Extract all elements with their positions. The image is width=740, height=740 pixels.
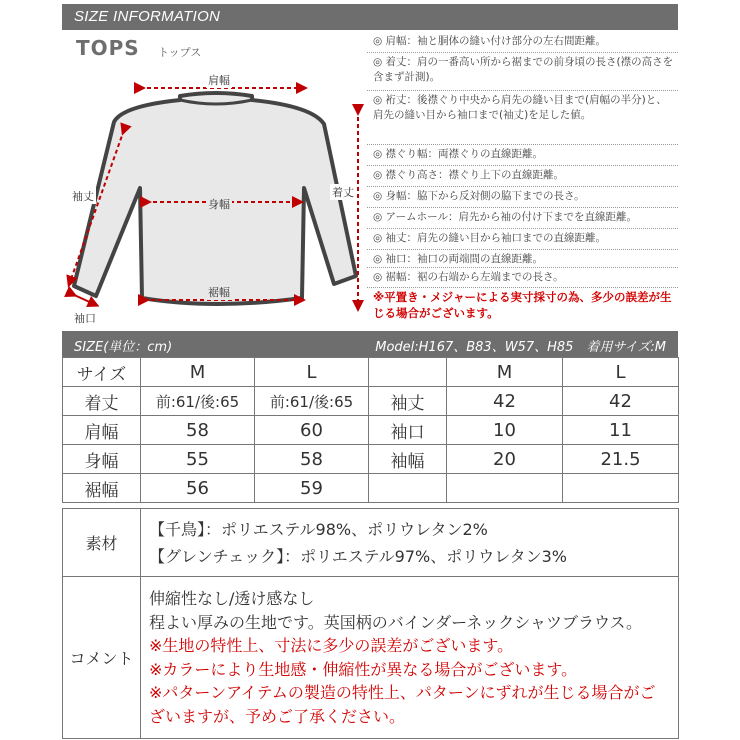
label-sleeve: 袖丈 [72,190,94,203]
note-item: ◎ アームホール：肩先から袖の付け下までを直線距離。 [367,208,678,229]
note-item: ◎ 裾幅：裾の右端から左端までの長さ。 [367,268,678,288]
note-item: ◎ 肩幅：袖と胴体の縫い付け部分の左右間距離。 [367,32,678,53]
table-cell: 60 [255,416,369,445]
header-title: SIZE INFORMATION [74,8,221,25]
diagram-subtitle: トップス [158,46,202,59]
note-item: ◎ 身幅：脇下から反対側の脇下までの長さ。 [367,187,678,208]
table-cell: 11 [563,416,679,445]
table-header-cell: L [255,358,369,387]
table-cell: 56 [141,474,255,503]
table-cell: 20 [447,445,563,474]
label-cuff: 袖口 [74,312,96,325]
table-header-row [63,358,679,387]
comment-row [63,577,679,739]
table-header-cell [369,358,447,387]
note-item: ◎ 襟ぐり幅：両襟ぐりの直線距離。 [367,145,678,166]
table-cell: 42 [563,387,679,416]
table-cell: 10 [447,416,563,445]
comment-label: コメント [63,577,141,739]
note-item: ◎ 襟ぐり高さ：襟ぐり上下の直線距離。 [367,166,678,187]
table-cell: 肩幅 [63,416,141,445]
comment-line: 伸縮性なし/透け感なし [149,589,315,608]
size-table [62,357,679,503]
table-cell [369,474,447,503]
table-cell: 袖幅 [369,445,447,474]
size-unit-label: SIZE(単位：cm) [74,340,173,355]
comment-warning: ※カラーにより生地感・伸縮性が異なる場合がございます。 [149,659,578,679]
note-item: ◎ 裄丈：後襟ぐり中央から肩先の縫い目まで(肩幅の半分)と、肩先の縫い目から袖口まで(袖丈)を足した値。 [367,91,678,145]
table-header-cell: M [447,358,563,387]
table-cell: 21.5 [563,445,679,474]
table-row [63,474,679,503]
table-cell: 前:61/後:65 [141,387,255,416]
size-information-header [62,4,678,30]
label-hem: 裾幅 [208,286,230,299]
table-cell: 着丈 [63,387,141,416]
table-cell: 58 [255,445,369,474]
comment-content [141,577,679,739]
table-cell: 前:61/後:65 [255,387,369,416]
table-header-cell: M [141,358,255,387]
material-label: 素材 [63,509,141,577]
table-cell: 袖口 [369,416,447,445]
material-line: 【千鳥】：ポリエステル98%、ポリウレタン2% [149,519,488,539]
table-cell: 身幅 [63,445,141,474]
table-cell: 58 [141,416,255,445]
info-table [62,508,679,739]
note-item: ◎ 着丈：肩の一番高い所から裾までの前身頃の長さ(襟の高さを含まず計測)。 [367,53,678,91]
table-row [63,445,679,474]
table-header-cell: L [563,358,679,387]
table-row [63,387,679,416]
table-cell [447,474,563,503]
comment-warning: ※生地の特性上、寸法に多少の誤差がございます。 [149,636,514,655]
table-cell: 55 [141,445,255,474]
measurement-warning: ※平置き・メジャーによる実寸採寸の為、多少の誤差が生じる場合がございます。 [373,290,672,320]
measurement-notes [367,30,678,330]
table-cell: 裾幅 [63,474,141,503]
table-cell: 袖丈 [369,387,447,416]
table-cell: 59 [255,474,369,503]
table-cell [563,474,679,503]
diagram-title: TOPS [76,36,140,60]
model-info: Model:H167、B83、W57、H85 着用サイズ:M [375,340,666,355]
tops-diagram [62,30,367,330]
table-cell: 42 [447,387,563,416]
table-header-cell: サイズ [63,358,141,387]
label-shoulder: 肩幅 [208,74,230,87]
material-row [63,509,679,577]
material-content [141,509,679,577]
label-length: 着丈 [332,186,354,199]
note-item: ◎ 袖口：袖口の両端間の直線距離。 [367,250,678,268]
table-row [63,416,679,445]
note-item: ◎ 袖丈：肩先の縫い目から袖口までの直線距離。 [367,229,678,250]
comment-warning: ※パターンアイテムの製造の特性上、パターンにずれが生じる場合がございますが、予めご了承ください。 [149,683,656,726]
size-bar [62,331,678,357]
comment-line: 程よい厚みの生地です。英国柄のバインダーネックシャツブラウス。 [149,612,642,632]
label-body: 身幅 [208,198,230,211]
material-line: 【グレンチェック】：ポリエステル97%、ポリウレタン3% [149,546,567,566]
